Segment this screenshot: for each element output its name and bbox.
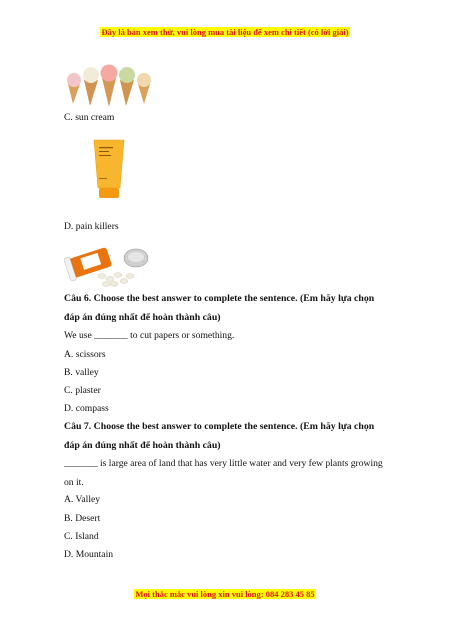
q7-option-b: B. Desert bbox=[64, 513, 101, 524]
q6-title-line1: Câu 6. Choose the best answer to complete the sentence. (Em hãy lựa chọn bbox=[64, 293, 375, 304]
pills-image bbox=[64, 238, 152, 290]
q7-option-a: A. Valley bbox=[64, 494, 101, 505]
preview-notice-text: Đây là bản xem thử, vui lòng mua tài liệu để xem chi tiết (có lời giải) bbox=[101, 27, 349, 37]
q6-option-d: D. compass bbox=[64, 403, 109, 414]
q6-title-line2: đáp án đúng nhất để hoàn thành câu) bbox=[64, 312, 221, 323]
q6-option-c: C. plaster bbox=[64, 385, 101, 396]
q6-sentence: We use _______ to cut papers or something. bbox=[64, 330, 235, 341]
sunscreen-image bbox=[86, 138, 132, 200]
q7-title-line1: Câu 7. Choose the best answer to complete the sentence. (Em hãy lựa chọn bbox=[64, 421, 375, 432]
option-d-pain-killers: D. pain killers bbox=[64, 221, 119, 232]
q7-option-d: D. Mountain bbox=[64, 549, 114, 560]
ice-cream-cone-4 bbox=[119, 67, 135, 106]
ice-cream-cone-2 bbox=[83, 67, 99, 106]
contact-notice-text: Mọi thắc mắc vui lòng xin vui lòng: 084 283 45 85 bbox=[135, 589, 315, 599]
ice-cream-cone-3 bbox=[101, 65, 118, 108]
ice-cream-cone-5 bbox=[137, 73, 151, 104]
contact-notice bbox=[0, 589, 450, 599]
q6-option-a: A. scissors bbox=[64, 349, 106, 360]
q7-option-c: C. Island bbox=[64, 531, 99, 542]
q7-sentence-line2: on it. bbox=[64, 477, 84, 488]
ice-cream-image bbox=[64, 62, 154, 108]
q7-title-line2: đáp án đúng nhất để hoàn thành câu) bbox=[64, 440, 221, 451]
ice-cream-cone-1 bbox=[67, 73, 81, 104]
q7-sentence-line1: _______ is large area of land that has very little water and very few plants growing bbox=[64, 458, 383, 469]
option-c-sun-cream: C. sun cream bbox=[64, 112, 115, 123]
q6-option-b: B. valley bbox=[64, 367, 99, 378]
preview-notice bbox=[0, 27, 450, 37]
